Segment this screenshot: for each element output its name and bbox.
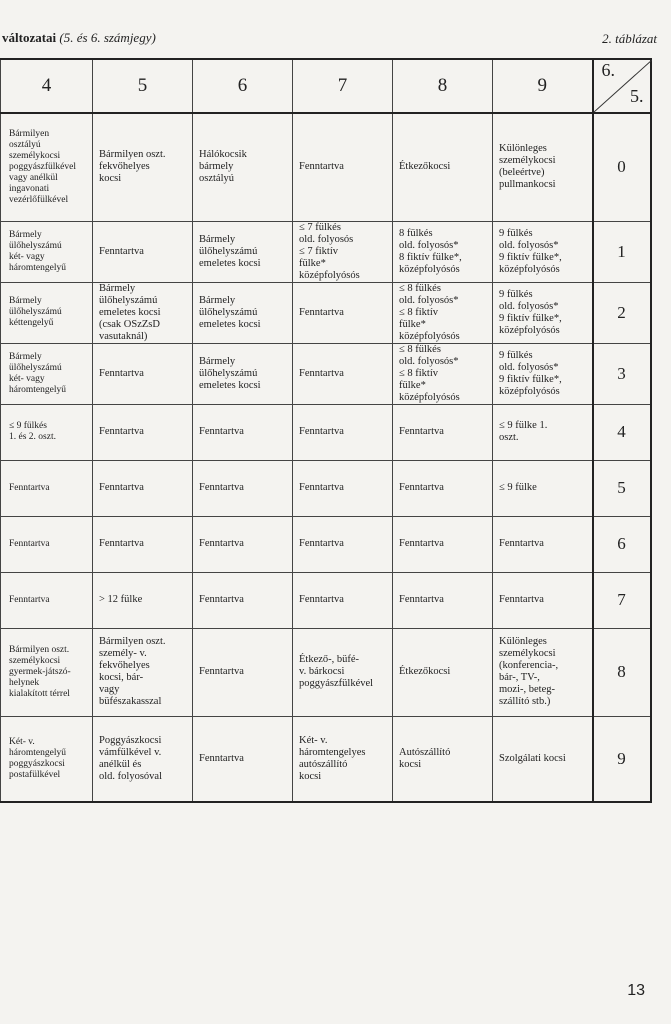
table-cell: Fenntartva — [193, 460, 293, 516]
table-cell: 9 fülkés old. folyosós* 9 fiktív fülke*, középfolyósós — [493, 343, 593, 404]
table-cell: Fenntartva — [293, 282, 393, 343]
table-cell: Fenntartva — [1, 572, 93, 628]
table-cell: > 12 fülke — [93, 572, 193, 628]
table-cell: Fenntartva — [93, 343, 193, 404]
table-cell: Bármilyen oszt. személykocsi gyermek-játszó- helynek kialakított térrel — [1, 628, 93, 716]
table-row — [1, 343, 651, 404]
table-cell: Fenntartva — [93, 516, 193, 572]
table-cell: Különleges személykocsi (konferencia-, bár-, TV-, mozi-, beteg- szállító stb.) — [493, 628, 593, 716]
table-cell: ≤ 9 fülkés 1. és 2. oszt. — [1, 404, 93, 460]
row-code-number: 5 — [593, 460, 651, 516]
table-row — [1, 628, 651, 716]
table-cell: Fenntartva — [493, 572, 593, 628]
corner-top-label: 6. — [601, 60, 615, 80]
table-cell: Fenntartva — [1, 516, 93, 572]
table-cell: Hálókocsik bármely osztályú — [193, 113, 293, 221]
caption-italic: (5. és 6. számjegy) — [59, 30, 156, 45]
column-header: 8 — [393, 59, 493, 113]
table-cell: Étkező-, büfé- v. bárkocsi poggyászfülkével — [293, 628, 393, 716]
column-header: 7 — [293, 59, 393, 113]
table-cell: Két- v. háromtengelyű poggyászkocsi postafülkével — [1, 716, 93, 802]
header-row — [1, 59, 651, 113]
table-cell: ≤ 9 fülke 1. oszt. — [493, 404, 593, 460]
table-cell: Fenntartva — [193, 404, 293, 460]
table-cell: Szolgálati kocsi — [493, 716, 593, 802]
table-cell: ≤ 9 fülke — [493, 460, 593, 516]
row-code-number: 8 — [593, 628, 651, 716]
row-code-number: 6 — [593, 516, 651, 572]
row-code-number: 3 — [593, 343, 651, 404]
table-cell: Bármely ülőhelyszámú emeletes kocsi (csak OSzZsD vasutaknál) — [93, 282, 193, 343]
row-code-number: 9 — [593, 716, 651, 802]
row-code-number: 4 — [593, 404, 651, 460]
page-number: 13 — [627, 982, 645, 999]
table-cell: Bármilyen oszt. fekvőhelyes kocsi — [93, 113, 193, 221]
table-cell: Fenntartva — [293, 516, 393, 572]
corner-bottom-label: 5. — [630, 86, 644, 106]
table-cell: Különleges személykocsi (beleértve) pullmankocsi — [493, 113, 593, 221]
table-cell: ≤ 7 fülkés old. folyosós ≤ 7 fiktív fülke* középfolyósós — [293, 221, 393, 282]
table-cell: Fenntartva — [393, 460, 493, 516]
corner-diagonal-header — [593, 59, 651, 113]
table-row — [1, 113, 651, 221]
table-cell: Bármely ülőhelyszámú emeletes kocsi — [193, 343, 293, 404]
table-cell: ≤ 8 fülkés old. folyosós* ≤ 8 fiktív fülke* középfolyósós — [393, 282, 493, 343]
table-row — [1, 460, 651, 516]
column-header: 6 — [193, 59, 293, 113]
table-cell: Fenntartva — [193, 628, 293, 716]
table-cell: Fenntartva — [293, 404, 393, 460]
column-header: 4 — [1, 59, 93, 113]
table-cell: Étkezőkocsi — [393, 113, 493, 221]
table-cell: Fenntartva — [93, 460, 193, 516]
table-cell: Fenntartva — [293, 460, 393, 516]
table-cell: Fenntartva — [393, 516, 493, 572]
row-code-number: 0 — [593, 113, 651, 221]
table-cell: Fenntartva — [93, 221, 193, 282]
table-row — [1, 516, 651, 572]
row-code-number: 7 — [593, 572, 651, 628]
table-cell: 9 fülkés old. folyosós* 9 fiktív fülke*, középfolyósós — [493, 282, 593, 343]
table-cell: Poggyászkocsi vámfülkével v. anélkül és old. folyosóval — [93, 716, 193, 802]
table-row — [1, 221, 651, 282]
table-cell: ≤ 8 fülkés old. folyosós* ≤ 8 fiktív fülke* középfolyósós — [393, 343, 493, 404]
table-cell: Fenntartva — [393, 572, 493, 628]
table-cell: Bármely ülőhelyszámú emeletes kocsi — [193, 221, 293, 282]
table-cell: 8 fülkés old. folyosós* 8 fiktív fülke*, középfolyósós — [393, 221, 493, 282]
table-cell: Bármely ülőhelyszámú két- vagy háromtengelyű — [1, 221, 93, 282]
table-cell: Bármely ülőhelyszámú két- vagy háromtengelyű — [1, 343, 93, 404]
table-cell: Fenntartva — [293, 113, 393, 221]
table-label: 2. táblázat — [602, 31, 657, 46]
table-cell: Fenntartva — [193, 716, 293, 802]
table-cell: Két- v. háromtengelyes autószállító kocsi — [293, 716, 393, 802]
table-row — [1, 572, 651, 628]
table-cell: Bármilyen oszt. személy- v. fekvőhelyes kocsi, bár- vagy büfészakasszal — [93, 628, 193, 716]
row-code-number: 2 — [593, 282, 651, 343]
table-cell: Fenntartva — [93, 404, 193, 460]
table-cell: Fenntartva — [193, 516, 293, 572]
table-row — [1, 282, 651, 343]
table-cell: Fenntartva — [293, 343, 393, 404]
table-cell: Fenntartva — [1, 460, 93, 516]
table-cell: 9 fülkés old. folyosós* 9 fiktív fülke*, középfolyósós — [493, 221, 593, 282]
caption-bold: változatai — [2, 30, 57, 45]
table-cell: Bármely ülőhelyszámú kéttengelyű — [1, 282, 93, 343]
code-table — [0, 58, 652, 803]
column-header: 9 — [493, 59, 593, 113]
table-cell: Fenntartva — [393, 404, 493, 460]
table-cell: Fenntartva — [193, 572, 293, 628]
table-cell: Bármilyen osztályú személykocsi poggyászfülkével vagy anélkül ingavonati vezérlőfülkével — [1, 113, 93, 221]
table-caption — [2, 30, 156, 46]
table-row — [1, 716, 651, 802]
table-cell: Fenntartva — [293, 572, 393, 628]
column-header: 5 — [93, 59, 193, 113]
table-cell: Autószállító kocsi — [393, 716, 493, 802]
table-cell: Bármely ülőhelyszámú emeletes kocsi — [193, 282, 293, 343]
table-row — [1, 404, 651, 460]
row-code-number: 1 — [593, 221, 651, 282]
table-cell: Étkezőkocsi — [393, 628, 493, 716]
table-cell: Fenntartva — [493, 516, 593, 572]
